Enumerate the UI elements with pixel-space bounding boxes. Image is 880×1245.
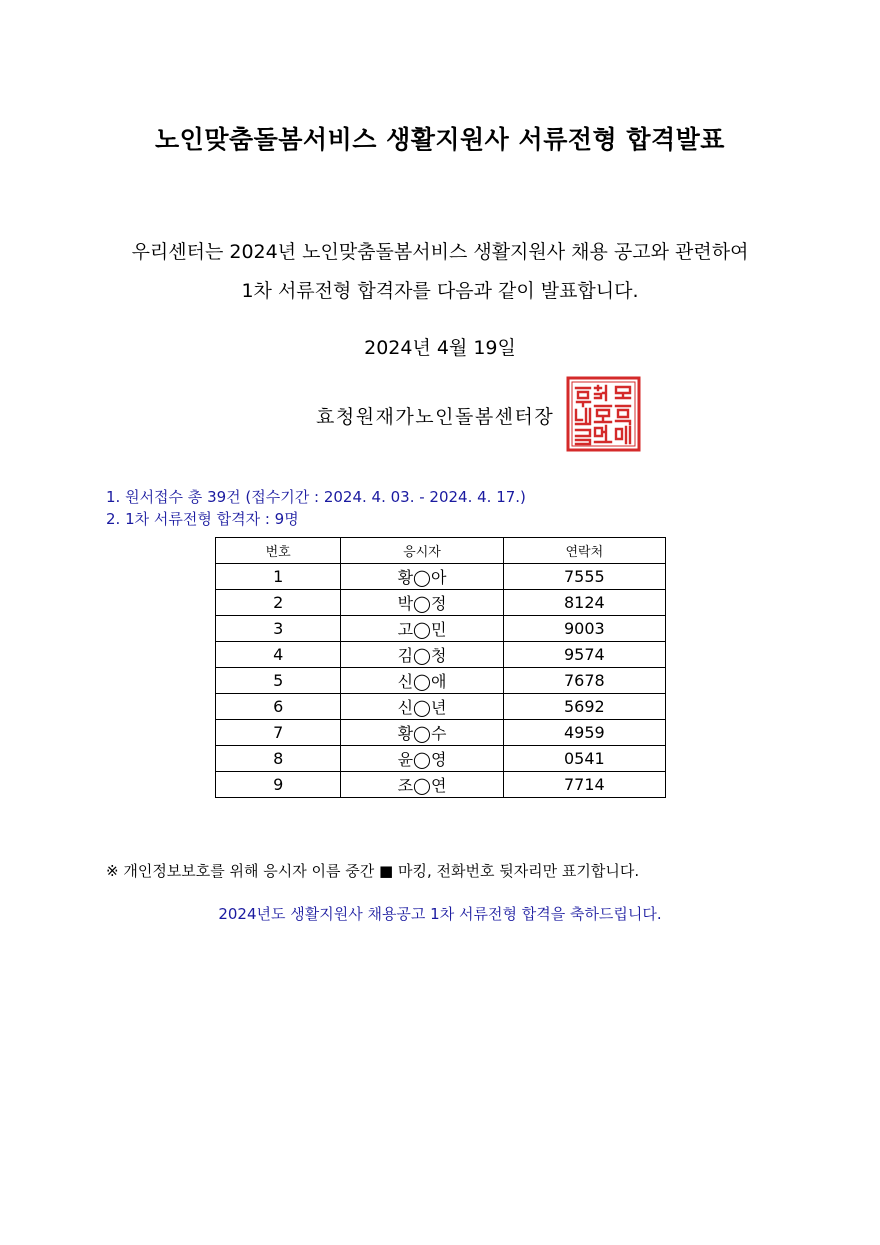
row-contact: 9574 — [503, 642, 665, 668]
table-row — [216, 746, 666, 772]
row-contact: 7555 — [503, 564, 665, 590]
row-applicant: 조◯연 — [341, 772, 503, 798]
announcement-date: 2024년 4월 19일 — [364, 337, 516, 359]
row-applicant: 윤◯영 — [341, 746, 503, 772]
row-number: 2 — [216, 590, 341, 616]
official-seal-icon — [566, 376, 641, 452]
privacy-notice: ※ 개인정보보호를 위해 응시자 이름 중간 ■ 마킹, 전화번호 뒷자리만 표기합니다. — [106, 862, 640, 880]
row-number: 9 — [216, 772, 341, 798]
table-row — [216, 694, 666, 720]
header-number: 번호 — [216, 538, 341, 564]
row-number: 4 — [216, 642, 341, 668]
table-row — [216, 668, 666, 694]
header-applicant: 응시자 — [341, 538, 503, 564]
row-contact: 7714 — [503, 772, 665, 798]
row-contact: 7678 — [503, 668, 665, 694]
row-contact: 0541 — [503, 746, 665, 772]
intro-line-2: 1차 서류전형 합격자를 다음과 같이 발표합니다. — [241, 280, 639, 302]
row-number: 5 — [216, 668, 341, 694]
row-contact: 4959 — [503, 720, 665, 746]
row-number: 7 — [216, 720, 341, 746]
row-contact: 9003 — [503, 616, 665, 642]
passer-table — [215, 537, 666, 798]
table-row — [216, 720, 666, 746]
organization-name: 효청원재가노인돌봄센터장 — [316, 406, 555, 428]
passer-count: 2. 1차 서류전형 합격자 : 9명 — [106, 510, 299, 528]
header-contact: 연락처 — [503, 538, 665, 564]
row-applicant: 고◯민 — [341, 616, 503, 642]
table-row — [216, 642, 666, 668]
row-applicant: 신◯년 — [341, 694, 503, 720]
row-applicant: 황◯아 — [341, 564, 503, 590]
row-contact: 5692 — [503, 694, 665, 720]
table-row — [216, 564, 666, 590]
document-title: 노인맞춤돌봄서비스 생활지원사 서류전형 합격발표 — [155, 125, 725, 154]
table-row — [216, 590, 666, 616]
row-number: 3 — [216, 616, 341, 642]
row-applicant: 신◯애 — [341, 668, 503, 694]
row-contact: 8124 — [503, 590, 665, 616]
table-header-row — [216, 538, 666, 564]
table-row — [216, 616, 666, 642]
row-number: 6 — [216, 694, 341, 720]
congratulations-message: 2024년도 생활지원사 채용공고 1차 서류전형 합격을 축하드립니다. — [218, 905, 662, 923]
row-number: 8 — [216, 746, 341, 772]
row-number: 1 — [216, 564, 341, 590]
table-row — [216, 772, 666, 798]
row-applicant: 박◯정 — [341, 590, 503, 616]
row-applicant: 황◯수 — [341, 720, 503, 746]
intro-line-1: 우리센터는 2024년 노인맞춤돌봄서비스 생활지원사 채용 공고와 관련하여 — [131, 241, 749, 263]
row-applicant: 김◯청 — [341, 642, 503, 668]
application-summary: 1. 원서접수 총 39건 (접수기간 : 2024. 4. 03. - 2024. 4. 17.) — [106, 488, 526, 506]
